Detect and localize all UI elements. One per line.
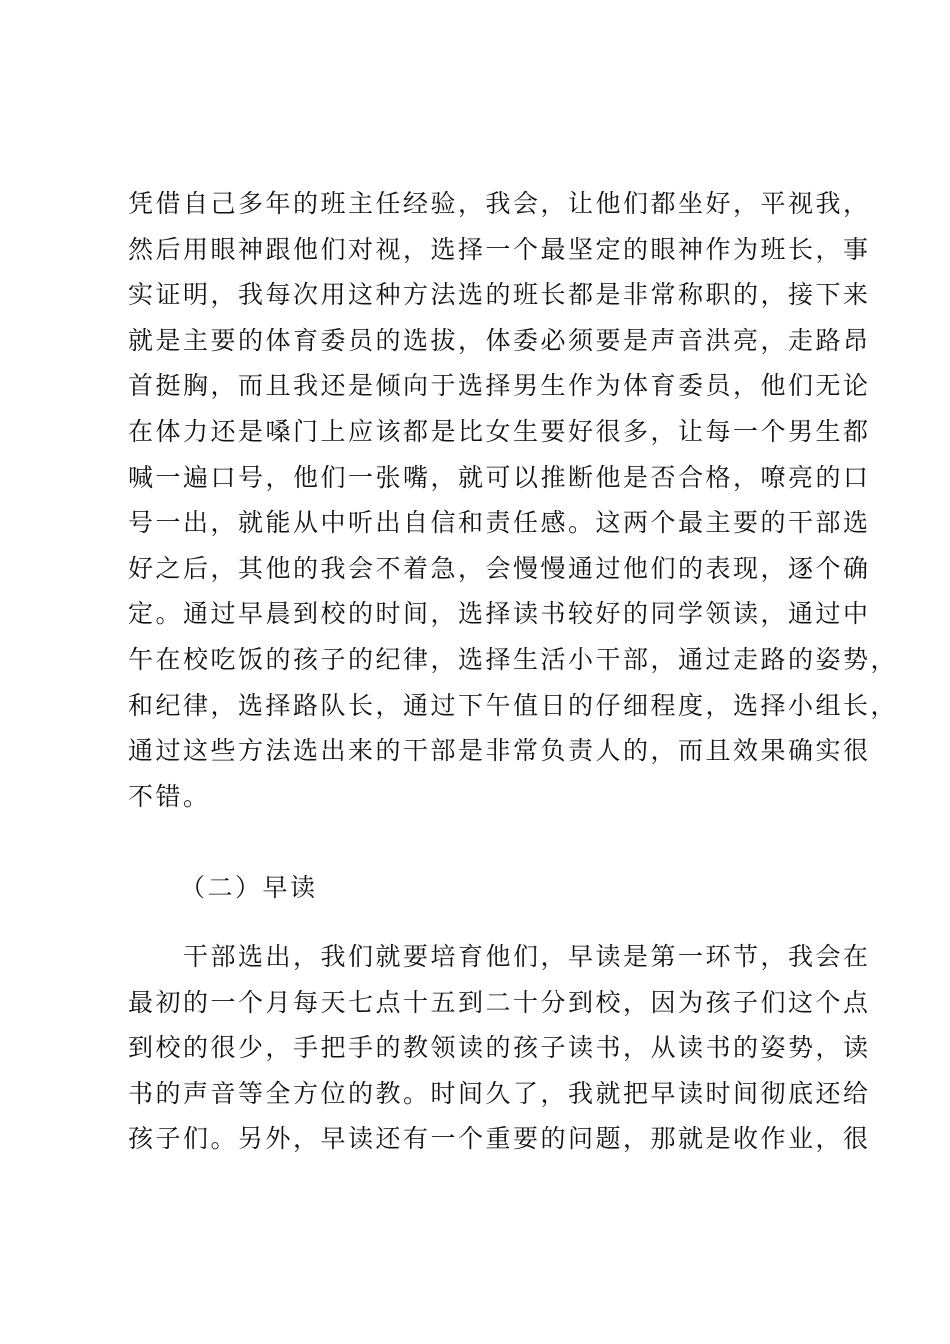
- text-line: 最初的一个月每天七点十五到二十分到校，因为孩子们这个点: [128, 987, 871, 1017]
- text-line: 和纪律，选择路队长，通过下午值日的仔细程度，选择小组长，: [128, 690, 899, 720]
- text-line: 到校的很少，手把手的教领读的孩子读书，从读书的姿势，读: [128, 1033, 871, 1063]
- text-line: 午在校吃饭的孩子的纪律，选择生活小干部，通过走路的姿势，: [128, 644, 899, 674]
- section-heading: [180, 865, 880, 911]
- text-line: 然后用眼神跟他们对视，选择一个最坚定的眼神作为班长，事: [128, 234, 871, 264]
- text-line: 不错。: [128, 781, 211, 811]
- text-line: 通过这些方法选出来的干部是非常负责人的，而且效果确实很: [128, 736, 871, 766]
- text-line: 就是主要的体育委员的选拔，体委必须要是声音洪亮，走路昂: [128, 325, 871, 355]
- text-line: 凭借自己多年的班主任经验，我会，让他们都坐好，平视我，: [128, 189, 871, 218]
- paragraph-morning-reading: [128, 934, 871, 1162]
- text-line: 孩子们。另外，早读还有一个重要的问题，那就是收作业，很: [128, 1124, 871, 1154]
- text-line: 喊一遍口号，他们一张嘴，就可以推断他是否合格，嘹亮的口: [128, 462, 871, 492]
- text-line: 干部选出，我们就要培育他们，早读是第一环节，我会在: [128, 942, 871, 971]
- text-line: 书的声音等全方位的教。时间久了，我就把早读时间彻底还给: [128, 1078, 871, 1108]
- text-line: 实证明，我每次用这种方法选的班长都是非常称职的，接下来: [128, 280, 871, 310]
- text-line: 好之后，其他的我会不着急，会慢慢通过他们的表现，逐个确: [128, 553, 871, 583]
- text-line: 首挺胸，而且我还是倾向于选择男生作为体育委员，他们无论: [128, 371, 871, 401]
- text-line: 在体力还是嗓门上应该都是比女生要好很多，让每一个男生都: [128, 416, 871, 446]
- paragraph-class-cadre-selection: [128, 181, 899, 819]
- text-line: 号一出，就能从中听出自信和责任感。这两个最主要的干部选: [128, 508, 871, 538]
- text-line: 定。通过早晨到校的时间，选择读书较好的同学领读，通过中: [128, 599, 871, 629]
- section-heading-text: （二）早读: [180, 873, 318, 902]
